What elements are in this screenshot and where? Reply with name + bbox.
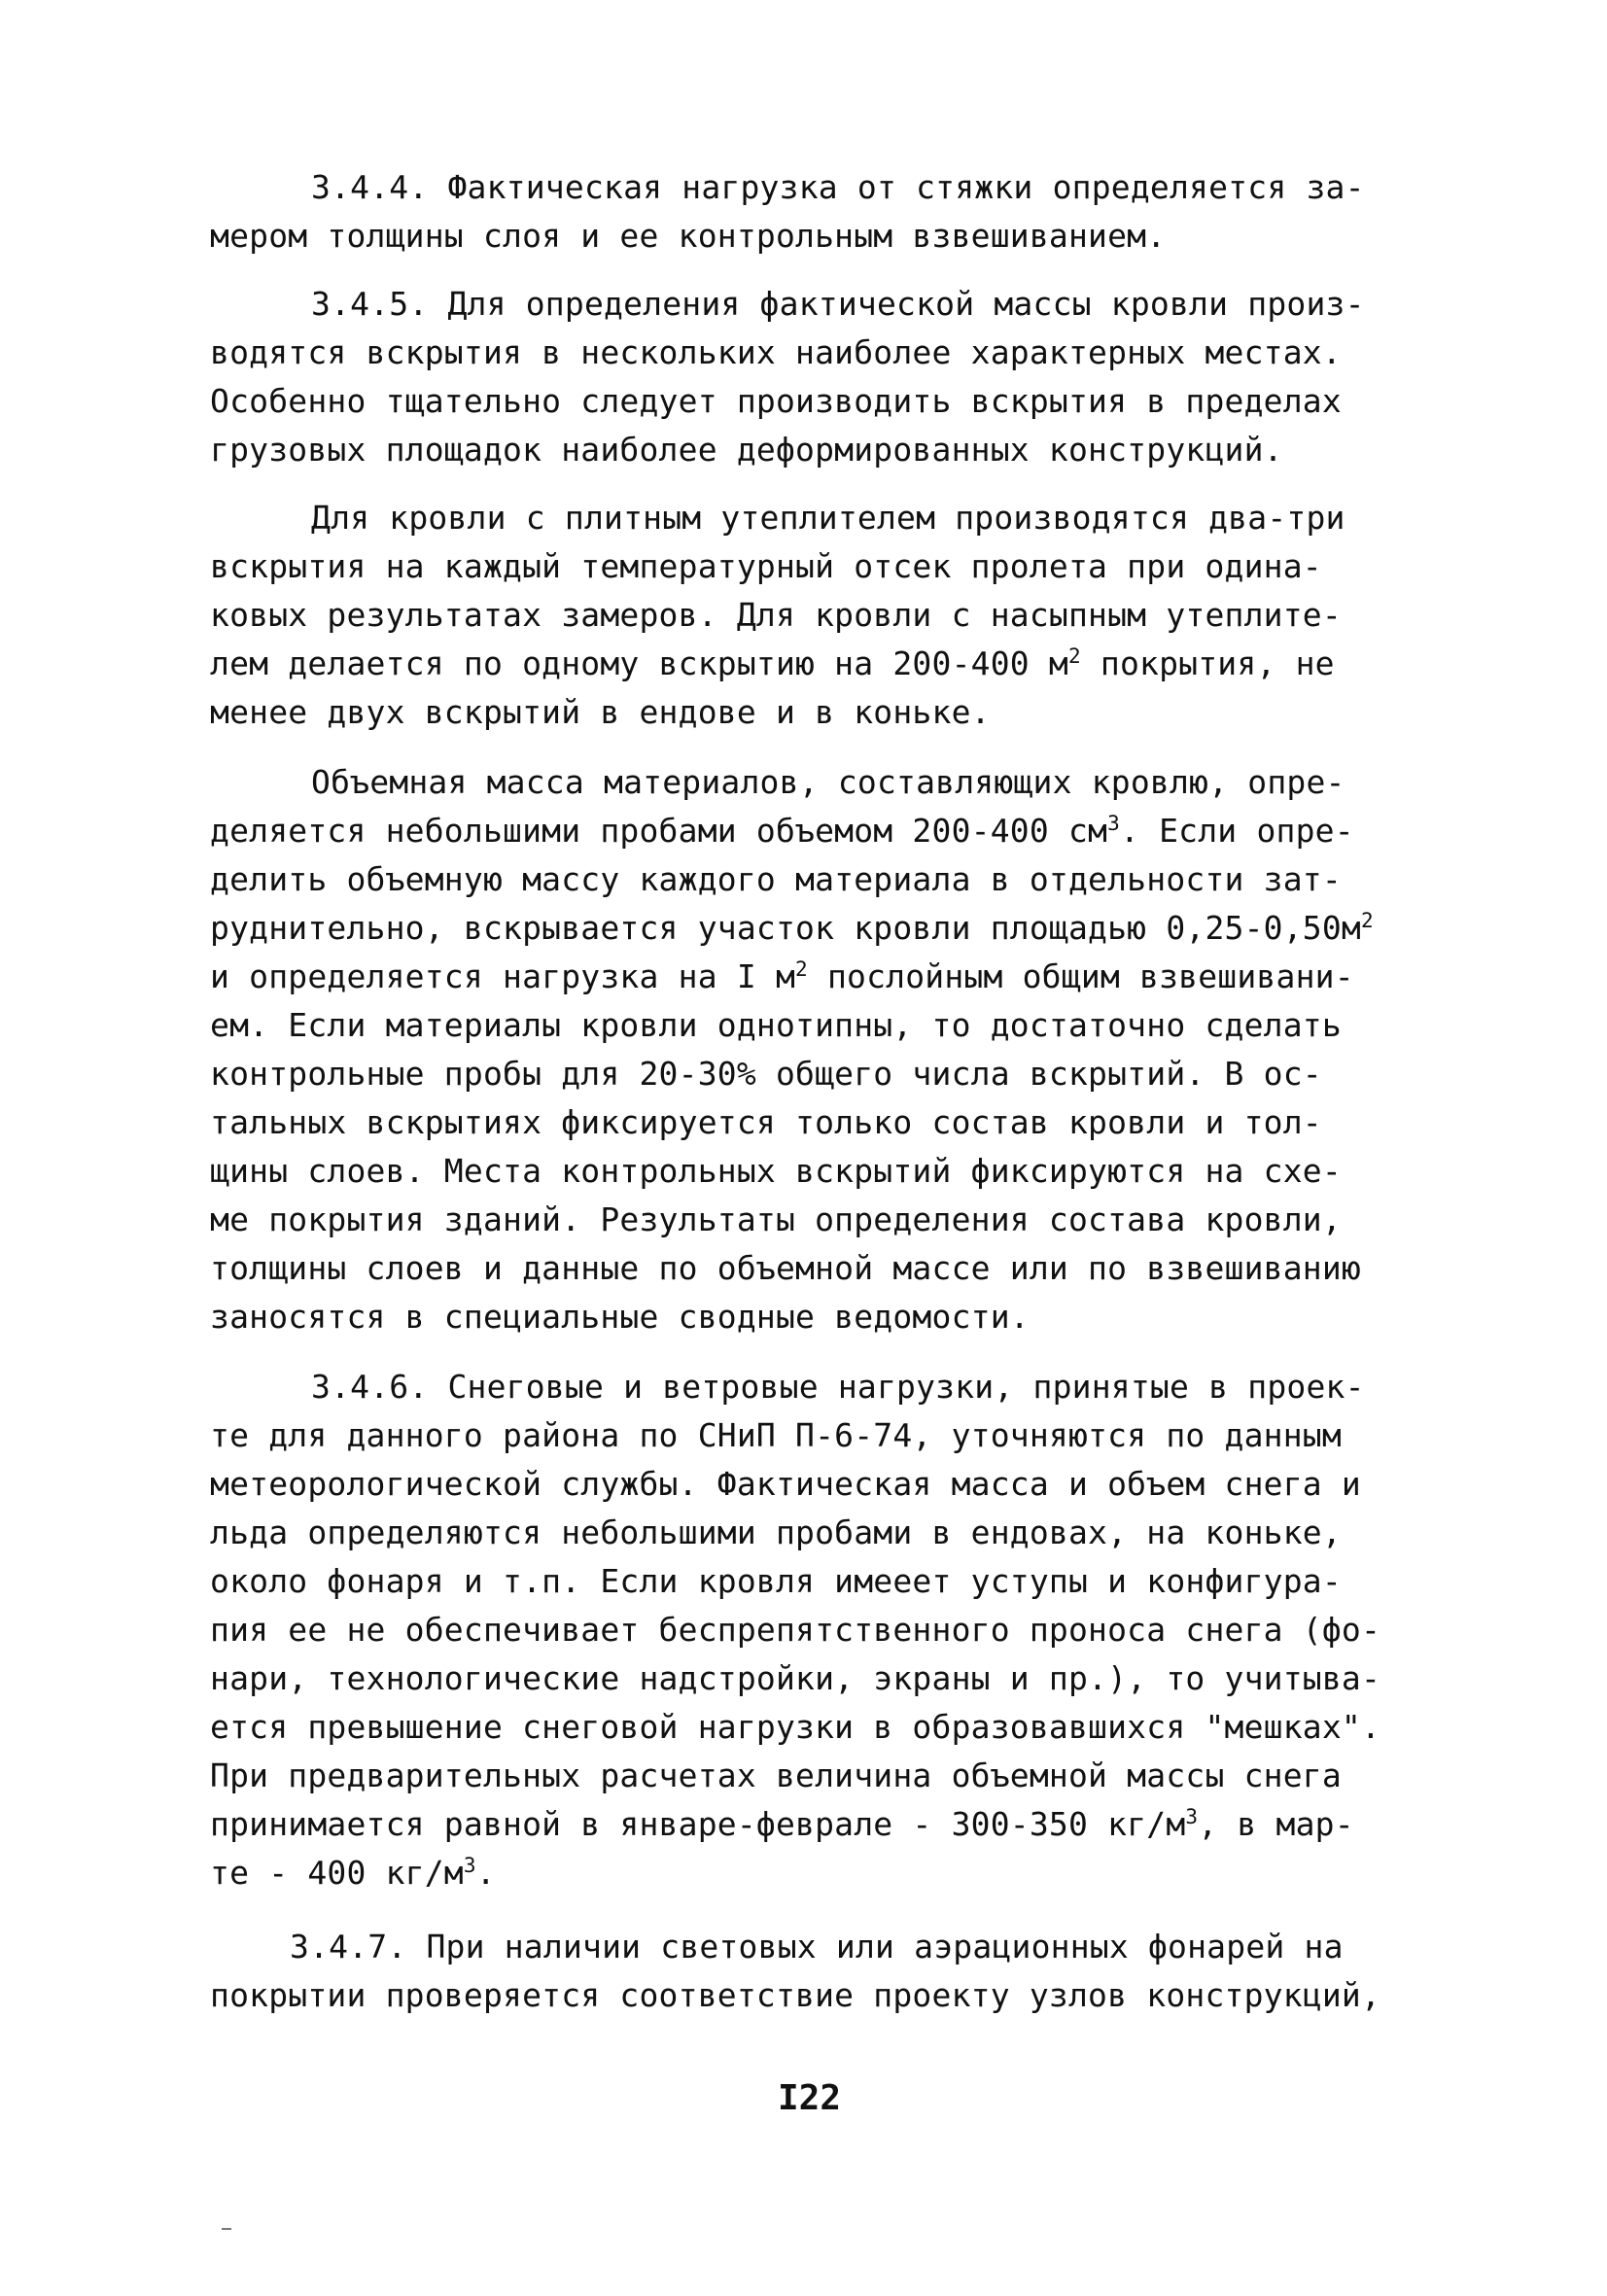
text-line [210, 1557, 1425, 1606]
text-line [210, 212, 1425, 261]
superscript: 3 [1107, 812, 1120, 835]
superscript: 2 [1361, 909, 1374, 932]
line-text: метеорологической службы. Фактическая масса и объем снега и [210, 1465, 1361, 1503]
line-text: 3.4.4. Фактическая нагрузка от стяжки определяется за- [311, 168, 1365, 206]
text-line [210, 377, 1425, 426]
text-line [210, 640, 1425, 688]
text-line [210, 688, 1425, 737]
text-line [210, 1971, 1425, 2020]
paragraph-p-3-4-5 [210, 280, 1425, 474]
line-text: и определяется нагрузка на I м [210, 957, 796, 995]
text-line [210, 1411, 1425, 1460]
text-line [210, 163, 1425, 212]
text-line [210, 426, 1425, 474]
text-line [210, 1244, 1425, 1293]
line-text: Объемная масса материалов, составляющих кровлю, опре- [311, 763, 1345, 801]
text-line [210, 807, 1425, 855]
line-text: заносятся в специальные сводные ведомости. [210, 1298, 1030, 1336]
paragraph-p-volume-mass [210, 758, 1425, 1341]
text-line [210, 329, 1425, 377]
line-text: 3.4.5. Для определения фактической массы кровли произ- [311, 285, 1365, 323]
paragraph-p-3-4-7 [210, 1923, 1425, 2020]
superscript: 2 [1067, 644, 1081, 668]
text-line [210, 280, 1425, 329]
superscript: 2 [795, 957, 808, 981]
text-line [210, 1606, 1425, 1654]
line-text: менее двух вскрытий в ендове и в коньке. [210, 693, 991, 731]
paragraph-p-plates [210, 494, 1425, 737]
line-text: ковых результатах замеров. Для кровли с насыпным утеплите- [210, 596, 1342, 634]
text-line [210, 1147, 1425, 1196]
text-line [210, 1050, 1425, 1098]
line-text: ем. Если материалы кровли однотипны, то достаточно сделать [210, 1006, 1342, 1044]
paragraph-p-3-4-4 [210, 163, 1425, 261]
line-text-continued: . Если опре- [1119, 812, 1354, 850]
line-text: щины слоев. Места контрольных вскрытий фиксируются на схе- [210, 1152, 1342, 1190]
line-text: лем делается по одному вскрытию на 200-400 м [210, 644, 1068, 682]
text-line [210, 1196, 1425, 1244]
paragraph-p-3-4-6 [210, 1363, 1425, 1897]
line-text: деляется небольшими пробами объемом 200-400 см [210, 812, 1108, 850]
line-text: 3.4.6. Снеговые и ветровые нагрузки, принятые в проек- [311, 1368, 1365, 1406]
line-text: контрольные пробы для 20-30% общего числа вскрытий. В ос- [210, 1055, 1322, 1093]
line-text: При предварительных расчетах величина объемной массы снега [210, 1757, 1342, 1794]
line-text: мером толщины слоя и ее контрольным взвешиванием. [210, 217, 1167, 255]
line-text: принимается равной в январе-феврале - 300-350 кг/м [210, 1805, 1186, 1843]
text-line [210, 542, 1425, 591]
line-text: льда определяются небольшими пробами в ендовах, на коньке, [210, 1513, 1342, 1551]
line-text: 3.4.7. При наличии световых или аэрационных фонарей на [290, 1928, 1344, 1966]
line-text: вскрытия на каждый температурный отсек пролета при одина- [210, 547, 1322, 585]
line-text: пия ее не обеспечивает беспрепятственного проноса снега (фо- [210, 1611, 1381, 1649]
text-line [210, 494, 1425, 542]
line-text: около фонаря и т.п. Если кровля имееет уступы и конфигура- [210, 1562, 1342, 1600]
text-line [210, 953, 1425, 1001]
text-line [210, 1923, 1425, 1971]
text-line [210, 1293, 1425, 1341]
text-line [210, 855, 1425, 904]
text-line [210, 1001, 1425, 1050]
page-number: I22 [778, 2078, 842, 2118]
text-line [210, 1098, 1425, 1147]
text-line [210, 1752, 1425, 1800]
line-text: водятся вскрытия в нескольких наиболее характерных местах. [210, 333, 1342, 371]
line-text: Для кровли с плитным утеплителем производятся два-три [311, 499, 1345, 537]
text-line [210, 1849, 1425, 1897]
text-line [210, 1509, 1425, 1557]
line-text: ется превышение снеговой нагрузки в образовавшихся "мешках". [210, 1708, 1381, 1746]
text-line [210, 904, 1425, 953]
line-text: покрытии проверяется соответствие проекту узлов конструкций, [210, 1976, 1381, 2014]
line-text: те - 400 кг/м [210, 1854, 464, 1892]
line-text: руднительно, вскрывается участок кровли площадью 0,25-0,50м [210, 909, 1361, 947]
line-text: тальных вскрытиях фиксируется только состав кровли и тол- [210, 1103, 1322, 1141]
line-text: нари, технологические надстройки, экраны и пр.), то учитыва- [210, 1659, 1381, 1697]
superscript: 3 [463, 1854, 476, 1877]
text-line [210, 591, 1425, 640]
line-text: делить объемную массу каждого материала в отдельности зат- [210, 860, 1342, 898]
text-line [210, 1703, 1425, 1752]
text-line [210, 1800, 1425, 1849]
line-text: Особенно тщательно следует производить вскрытия в пределах [210, 382, 1342, 420]
line-text-continued: , в мар- [1198, 1805, 1354, 1843]
line-text: те для данного района по СНиП П-6-74, уточняются по данным [210, 1416, 1342, 1454]
line-text-continued: . [475, 1854, 496, 1892]
line-text-continued: покрытия, не [1080, 644, 1335, 682]
line-text: толщины слоев и данные по объемной массе или по взвешиванию [210, 1249, 1361, 1287]
text-line [210, 1654, 1425, 1703]
text-line [210, 1460, 1425, 1509]
scan-speck [222, 2228, 231, 2230]
superscript: 3 [1185, 1805, 1199, 1828]
line-text: ме покрытия зданий. Результаты определения состава кровли, [210, 1200, 1342, 1238]
line-text-continued: послойным общим взвешивани- [807, 957, 1354, 995]
text-line [210, 758, 1425, 807]
text-line [210, 1363, 1425, 1411]
line-text: грузовых площадок наиболее деформированных конструкций. [210, 431, 1283, 469]
